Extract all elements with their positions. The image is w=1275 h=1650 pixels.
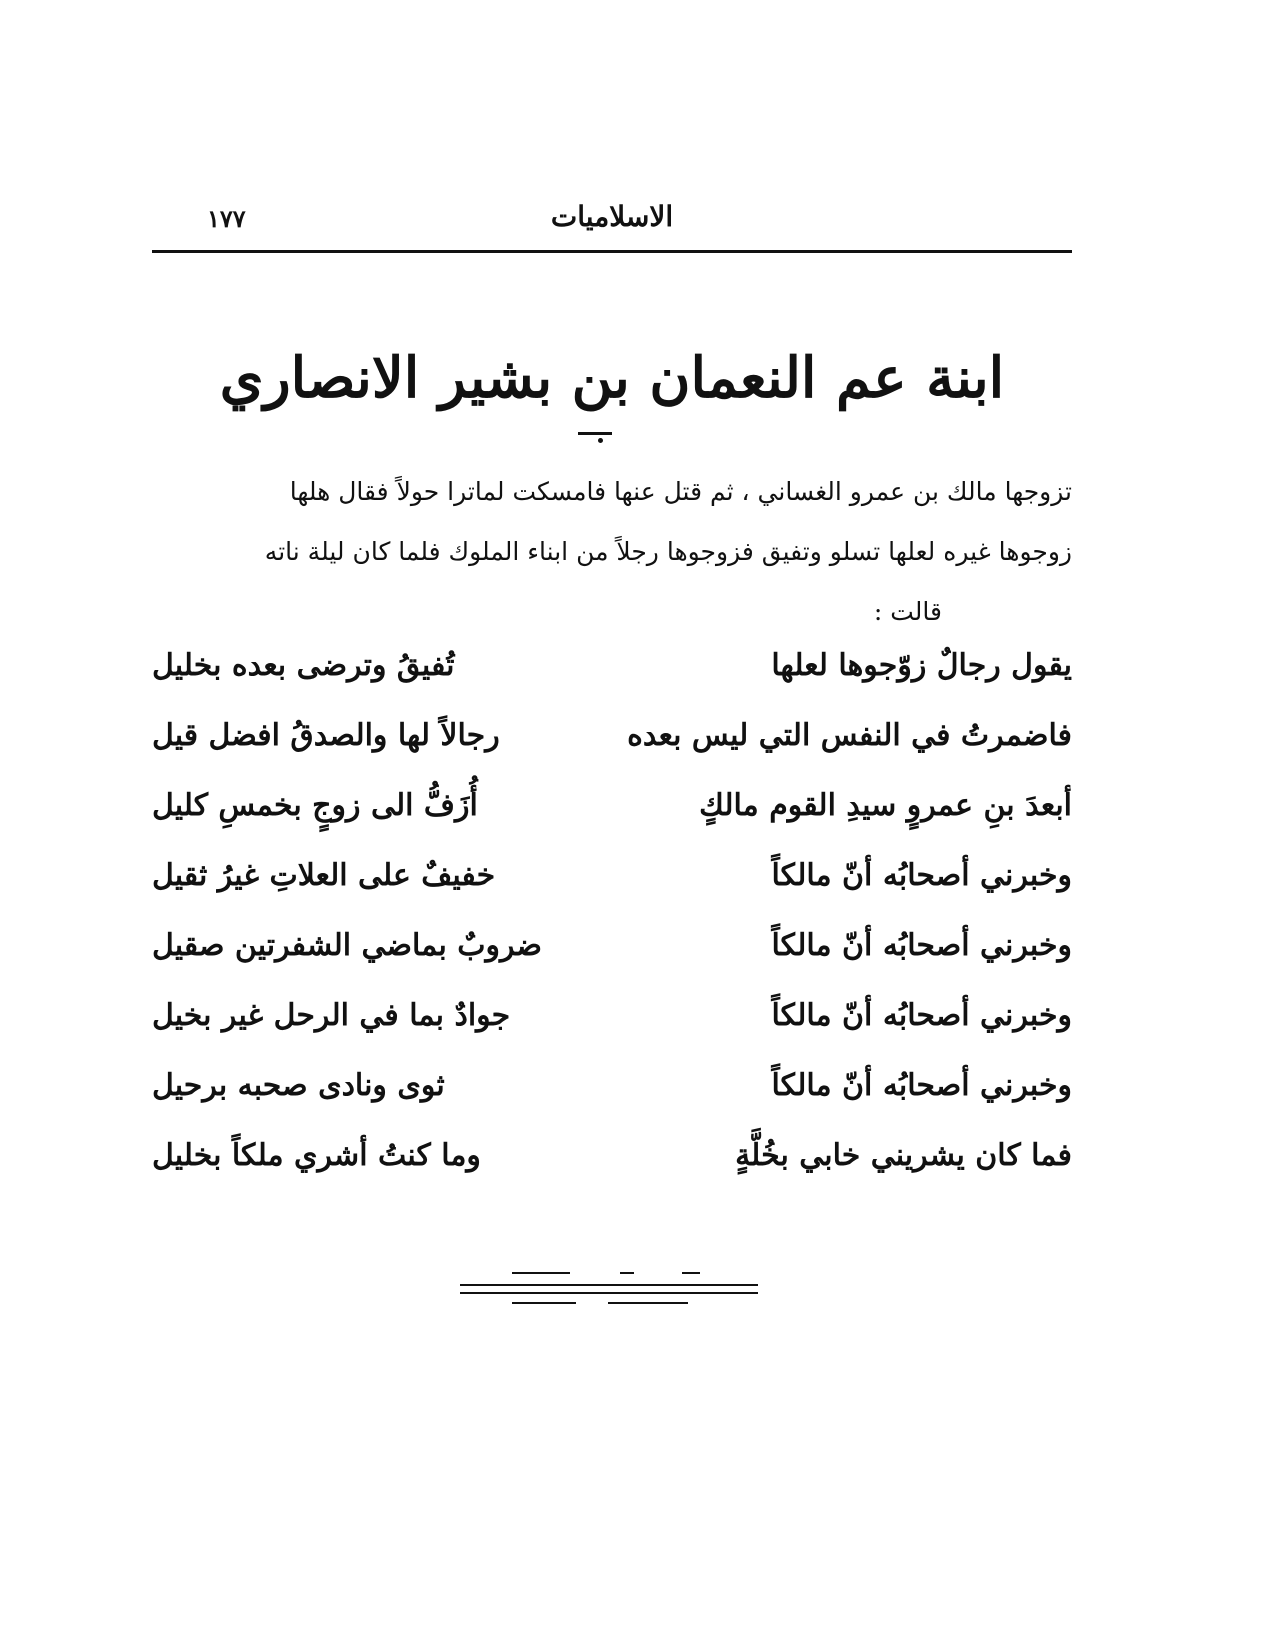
verse [152,1068,1072,1138]
intro-paragraph [152,462,1072,642]
ornament-line [512,1272,570,1274]
title-ornament-dash [578,432,612,435]
verse-first-hemistich: فما كان يشريني خابي بخُلَّةٍ [735,1138,1072,1173]
verse-second-hemistich: رجالاً لها والصدقُ افضل قيل [152,718,500,753]
page-number: ١٧٧ [207,204,246,233]
ornament-line [512,1302,576,1304]
intro-line: تزوجها مالك بن عمرو الغساني ، ثم قتل عنها فامسكت لماترا حولاً فقال هلها [289,477,1072,506]
verse [152,1138,1072,1208]
ornament-line [460,1284,758,1286]
header-title: الاسلاميات [550,200,674,233]
intro-line: زوجوها غيره لعلها تسلو وتفيق فزوجوها رجلاً من ابناء الملوك فلما كان ليلة ناته [264,537,1072,566]
running-header [152,200,1072,240]
verse [152,718,1072,788]
verse-second-hemistich: تُفيقُ وترضى بعده بخليل [152,648,455,683]
ornament-line [620,1272,634,1274]
header-rule [152,250,1072,253]
chapter-title: ابنة عم النعمان بن بشير الانصاري [219,345,1005,411]
intro-line: قالت : [873,597,942,626]
ornament-line [682,1272,700,1274]
poem [152,648,1072,1208]
verse-second-hemistich: ثوى ونادى صحبه برحيل [152,1068,445,1103]
verse-second-hemistich: جوادٌ بما في الرحل غير بخيل [152,998,511,1033]
title-ornament-dot [598,438,603,443]
verse-first-hemistich: فاضمرتُ في النفس التي ليس بعده [627,718,1072,753]
verse [152,998,1072,1068]
verse-first-hemistich: أبعدَ بنِ عمروٍ سيدِ القوم مالكٍ [699,788,1072,823]
verse-second-hemistich: وما كنتُ أشري ملكاً بخليل [152,1138,481,1173]
ornament-line [608,1302,688,1304]
verse [152,648,1072,718]
verse [152,788,1072,858]
verse-first-hemistich: وخبرني أصحابُه أنّ مالكاً [771,1068,1072,1103]
verse [152,858,1072,928]
verse-first-hemistich: وخبرني أصحابُه أنّ مالكاً [771,998,1072,1033]
verse-first-hemistich: وخبرني أصحابُه أنّ مالكاً [771,858,1072,893]
end-ornament [460,1272,760,1322]
verse [152,928,1072,998]
verse-second-hemistich: أُزَفُّ الى زوجٍ بخمسِ كليل [152,788,478,823]
verse-first-hemistich: وخبرني أصحابُه أنّ مالكاً [771,928,1072,963]
verse-first-hemistich: يقول رجالٌ زوّجوها لعلها [771,648,1072,683]
verse-second-hemistich: خفيفٌ على العلاتِ غيرُ ثقيل [152,858,496,893]
ornament-line [460,1292,758,1294]
verse-second-hemistich: ضروبٌ بماضي الشفرتين صقيل [152,928,543,963]
